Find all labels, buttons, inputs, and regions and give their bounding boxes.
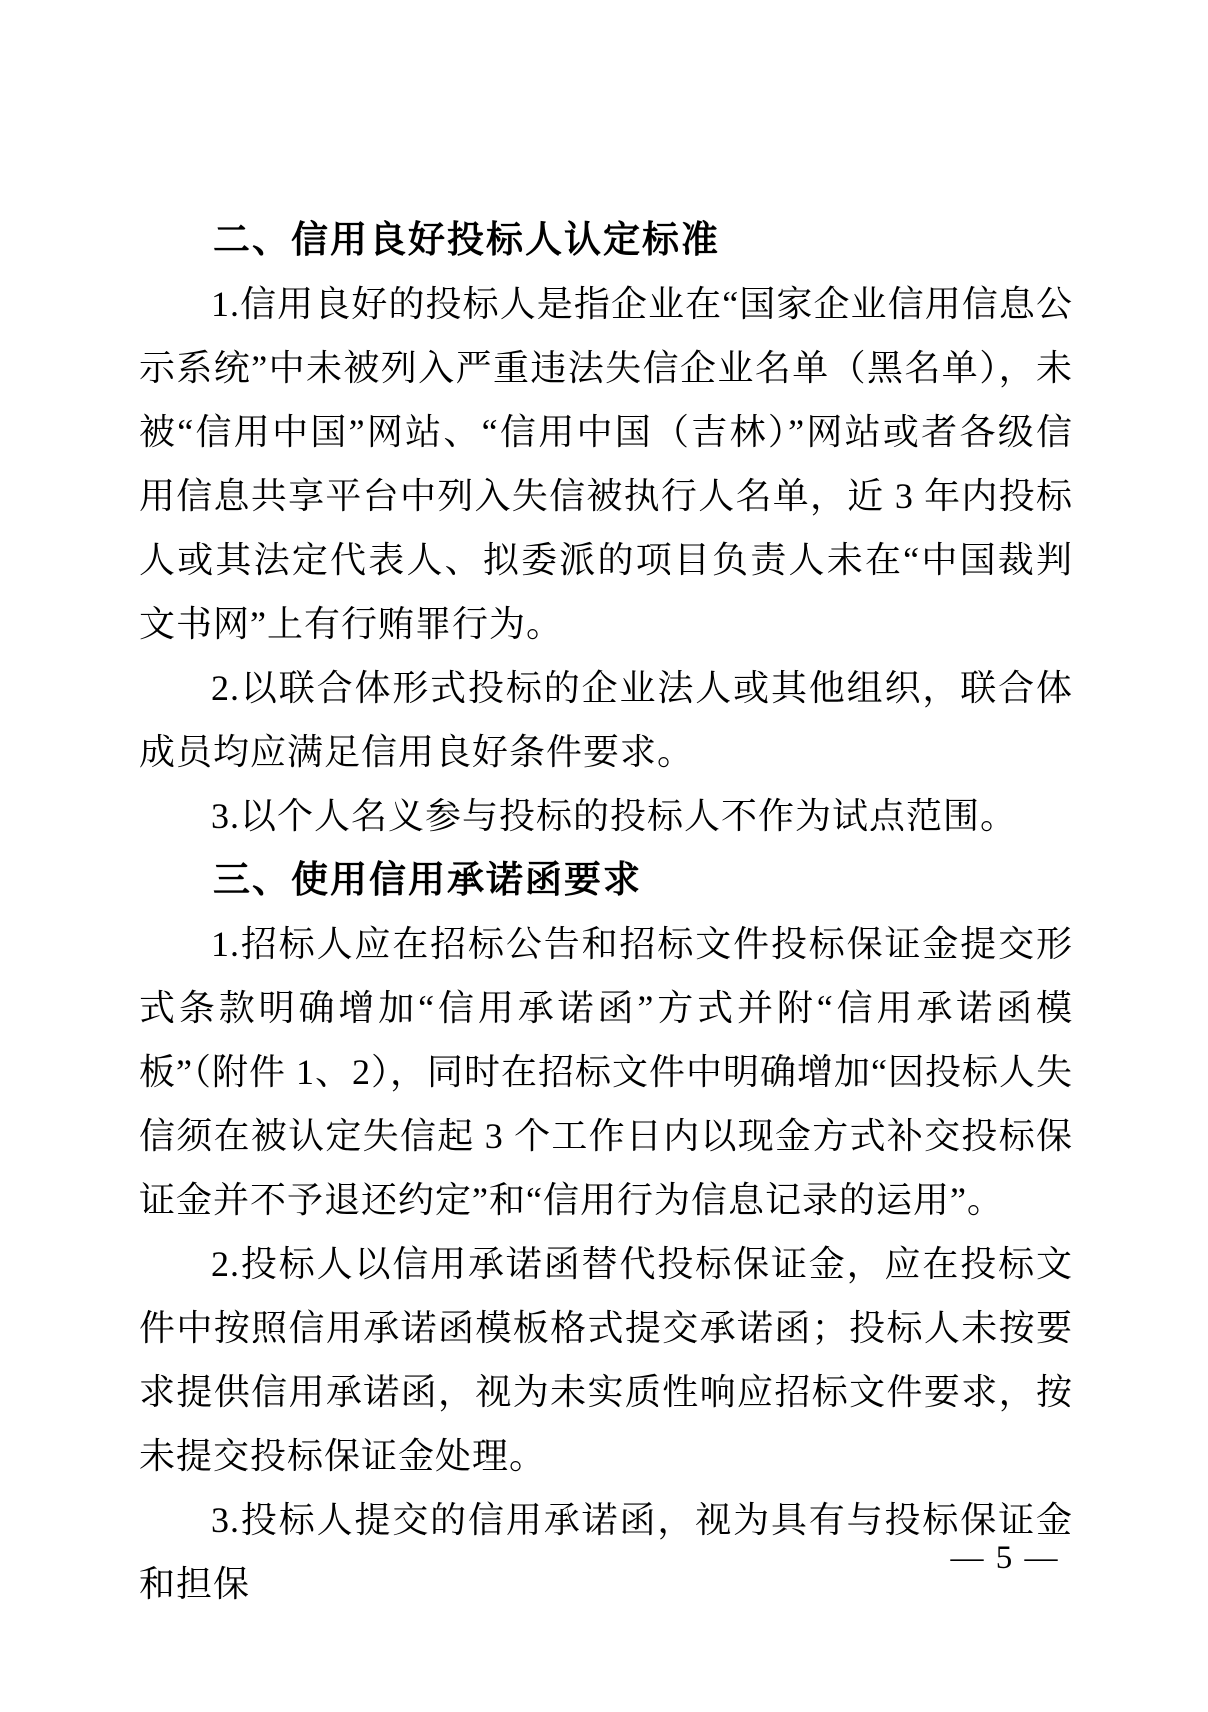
section-heading-good-credit-bidder-criteria: 二、信用良好投标人认定标准	[213, 219, 720, 260]
paragraph-section2-item2: 2.以联合体形式投标的企业法人或其他组织，联合体成员均应满足信用良好条件要求。	[139, 668, 1073, 772]
paragraph-section3-item1: 1.招标人应在招标公告和招标文件投标保证金提交形式条款明确增加“信用承诺函”方式并附“信用承诺函模板”（附件 1、2），同时在招标文件中明确增加“因投标人失信须在被认定失信起 3 个工作日内以现金方式补交投标保证金并不予退还约定”和“信用行为信息记录的运用”。	[139, 924, 1073, 1220]
page-number: — 5 —	[950, 1540, 1060, 1576]
document-body	[139, 208, 1073, 1616]
paragraph-section2-item3: 3.以个人名义参与投标的投标人不作为试点范围。	[211, 796, 1018, 836]
section-heading-credit-commitment-letter-requirements: 三、使用信用承诺函要求	[213, 859, 642, 900]
paragraph-section3-item3: 3.投标人提交的信用承诺函，视为具有与投标保证金和担保	[139, 1500, 1073, 1604]
paragraph-section3-item2: 2.投标人以信用承诺函替代投标保证金，应在投标文件中按照信用承诺函模板格式提交承诺函；投标人未按要求提供信用承诺函，视为未实质性响应招标文件要求，按未提交投标保证金处理。	[139, 1244, 1073, 1476]
paragraph-section2-item1: 1.信用良好的投标人是指企业在“国家企业信用信息公示系统”中未被列入严重违法失信企业名单（黑名单），未被“信用中国”网站、“信用中国（吉林）”网站或者各级信用信息共享平台中列入失信被执行人名单，近 3 年内投标人或其法定代表人、拟委派的项目负责人未在“中国裁判文书网”上有行贿罪行为。	[139, 284, 1073, 644]
